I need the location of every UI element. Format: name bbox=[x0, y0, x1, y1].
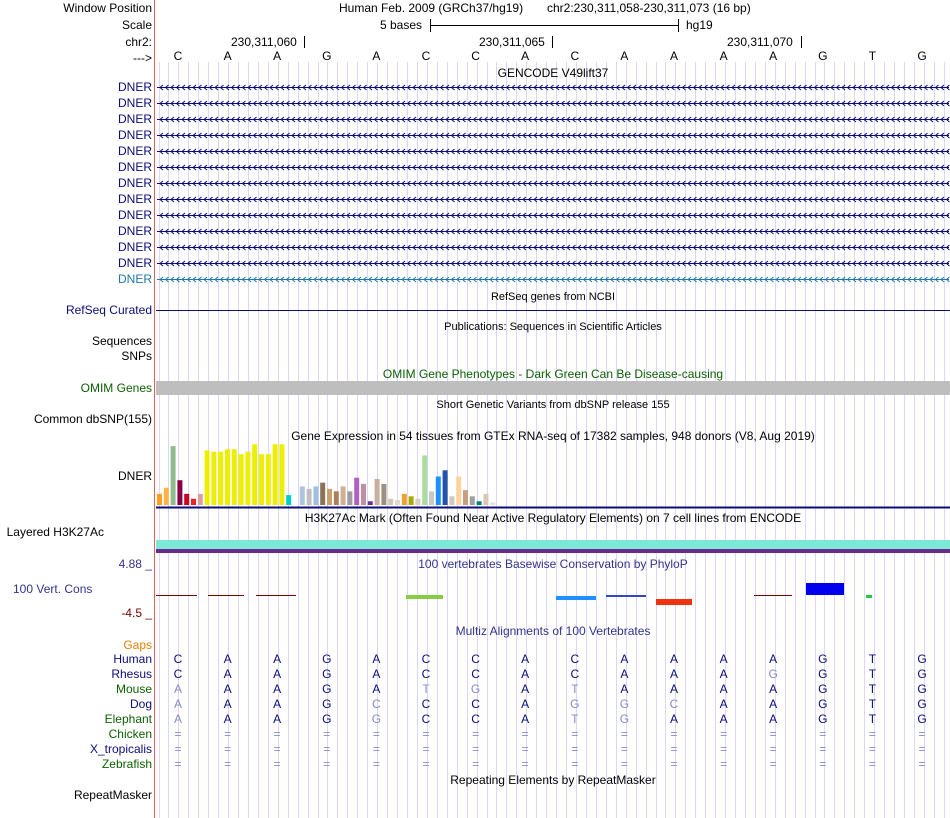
alignment-base: A bbox=[273, 682, 282, 696]
alignment-base: = bbox=[372, 757, 380, 771]
gtex-tissue-bar[interactable] bbox=[388, 499, 393, 505]
alignment-base: A bbox=[223, 697, 232, 711]
alignment-base: G bbox=[818, 652, 828, 666]
species-label[interactable]: X_tropicalis bbox=[89, 742, 152, 756]
omim-track-title: OMIM Gene Phenotypes - Dark Green Can Be Disease-causing bbox=[382, 367, 724, 381]
alignment-base: A bbox=[719, 652, 728, 666]
species-label[interactable]: Chicken bbox=[108, 727, 152, 741]
gtex-tissue-bar[interactable] bbox=[218, 452, 223, 505]
repeatmasker-track-title: Repeating Elements by RepeatMasker bbox=[450, 773, 656, 787]
coord-tick: 230,311,065 bbox=[479, 35, 545, 49]
base-letter: A bbox=[719, 49, 728, 63]
alignment-base: = bbox=[372, 727, 380, 741]
alignment-base: T bbox=[868, 712, 877, 726]
gencode-transcript-label[interactable]: DNER bbox=[117, 112, 152, 126]
alignment-base: C bbox=[570, 667, 580, 681]
alignment-base: A bbox=[273, 667, 282, 681]
alignment-base: A bbox=[273, 697, 282, 711]
gtex-tissue-bar[interactable] bbox=[402, 494, 407, 505]
alignment-base: = bbox=[521, 757, 529, 771]
alignment-base: G bbox=[322, 652, 332, 666]
gtex-tissue-bar[interactable] bbox=[259, 454, 264, 505]
base-letter: C bbox=[421, 49, 431, 63]
gencode-transcript[interactable] bbox=[157, 85, 950, 90]
gtex-track-label[interactable]: DNER bbox=[117, 469, 152, 483]
gtex-tissue-bar[interactable] bbox=[327, 489, 332, 505]
alignment-base: G bbox=[371, 712, 382, 726]
alignment-base: = bbox=[819, 727, 827, 741]
species-label[interactable]: Zebrafish bbox=[101, 757, 152, 771]
gencode-transcript-label[interactable]: DNER bbox=[117, 128, 152, 142]
alignment-base: A bbox=[173, 682, 182, 696]
gtex-track-title: Gene Expression in 54 tissues from GTEx RNA-seq of 17382 samples, 948 donors (V8, Aug 2019) bbox=[291, 429, 815, 443]
alignment-base: = bbox=[323, 727, 331, 741]
phylop-track-title: 100 vertebrates Basewise Conservation by PhyloP bbox=[418, 557, 688, 571]
base-letter: C bbox=[173, 49, 183, 63]
alignment-base: = bbox=[273, 757, 281, 771]
gtex-tissue-bar[interactable] bbox=[286, 495, 291, 505]
alignment-base: G bbox=[917, 652, 927, 666]
gtex-tissue-bar[interactable] bbox=[436, 476, 441, 505]
gencode-transcript[interactable] bbox=[157, 197, 950, 202]
alignment-base: C bbox=[669, 697, 679, 711]
gtex-tissue-bar[interactable] bbox=[375, 479, 380, 505]
alignment-base: = bbox=[918, 727, 926, 741]
alignment-base: = bbox=[521, 727, 529, 741]
alignment-base: T bbox=[868, 652, 877, 666]
alignment-base: A bbox=[669, 652, 678, 666]
refseq-gene-line[interactable] bbox=[156, 309, 950, 312]
species-label[interactable]: Elephant bbox=[104, 712, 152, 726]
gtex-tissue-bar[interactable] bbox=[456, 476, 461, 505]
alignment-base: = bbox=[620, 727, 628, 741]
alignment-base: A bbox=[372, 652, 381, 666]
gtex-tissue-bar[interactable] bbox=[443, 470, 448, 505]
gtex-tissue-bar[interactable] bbox=[300, 486, 305, 505]
alignment-base: A bbox=[173, 712, 182, 726]
gencode-transcript[interactable] bbox=[157, 213, 950, 218]
gtex-tissue-bar[interactable] bbox=[463, 490, 468, 505]
alignment-base: G bbox=[619, 697, 630, 711]
phylop-conserved-block bbox=[656, 599, 692, 605]
alignment-base: C bbox=[173, 667, 183, 681]
gtex-tissue-bar[interactable] bbox=[490, 503, 495, 505]
alignment-base: A bbox=[769, 652, 778, 666]
alignment-base: A bbox=[223, 682, 232, 696]
alignment-base: = bbox=[273, 727, 281, 741]
phylop-max-label: 4.88 _ bbox=[118, 557, 152, 571]
h3k27ac-track-label[interactable]: Layered H3K27Ac bbox=[6, 525, 104, 539]
alignment-base: = bbox=[670, 757, 678, 771]
gtex-tissue-bar[interactable] bbox=[483, 494, 488, 505]
h3k27ac-signal-bottom[interactable] bbox=[156, 549, 950, 553]
alignment-base: = bbox=[868, 727, 876, 741]
gtex-tissue-bar[interactable] bbox=[279, 444, 284, 505]
gencode-transcript-label[interactable]: DNER bbox=[117, 208, 152, 222]
alignment-base: C bbox=[471, 652, 480, 666]
alignment-base: A bbox=[521, 682, 530, 696]
alignment-base: G bbox=[818, 667, 828, 681]
gencode-transcript[interactable] bbox=[157, 165, 950, 170]
alignment-base: T bbox=[571, 682, 579, 696]
gtex-tissue-bar[interactable] bbox=[211, 452, 216, 505]
repeatmasker-track-label[interactable]: RepeatMasker bbox=[73, 788, 152, 802]
alignment-base: = bbox=[720, 742, 728, 756]
alignment-base: = bbox=[521, 742, 529, 756]
alignment-base: A bbox=[372, 667, 381, 681]
phylop-conserved-block bbox=[866, 595, 872, 598]
alignment-base: A bbox=[521, 667, 530, 681]
base-letter: C bbox=[570, 49, 580, 63]
alignment-base: = bbox=[472, 742, 480, 756]
alignment-base: A bbox=[669, 682, 678, 696]
alignment-base: G bbox=[818, 697, 828, 711]
gtex-tissue-bar[interactable] bbox=[177, 480, 182, 505]
alignment-base: A bbox=[273, 652, 282, 666]
species-label[interactable]: Human bbox=[113, 652, 152, 666]
gencode-transcript[interactable] bbox=[157, 117, 950, 122]
gencode-transcript-label[interactable]: DNER bbox=[117, 192, 152, 206]
base-letter: G bbox=[818, 49, 828, 63]
species-label[interactable]: Dog bbox=[129, 697, 152, 711]
alignment-base: = bbox=[372, 742, 380, 756]
gencode-transcript[interactable] bbox=[157, 277, 950, 282]
alignment-base: G bbox=[917, 712, 927, 726]
refseq-track-title: RefSeq genes from NCBI bbox=[490, 291, 616, 303]
strand-arrow-label: ---> bbox=[133, 51, 152, 65]
alignment-base: = bbox=[174, 727, 182, 741]
coord-tick: 230,311,060 bbox=[231, 35, 297, 49]
gtex-tissue-bar[interactable] bbox=[320, 483, 325, 505]
gencode-transcript-label[interactable]: DNER bbox=[117, 240, 152, 254]
gtex-tissue-bar[interactable] bbox=[381, 484, 386, 505]
alignment-base: = bbox=[819, 757, 827, 771]
alignment-base: = bbox=[769, 757, 777, 771]
alignment-base: G bbox=[818, 682, 828, 696]
gtex-tissue-bar[interactable] bbox=[157, 494, 162, 505]
gtex-tissue-bar[interactable] bbox=[307, 489, 312, 505]
alignment-base: G bbox=[322, 667, 332, 681]
alignment-base: A bbox=[769, 712, 778, 726]
chrom-label: chr2: bbox=[125, 35, 152, 49]
gaps-label: Gaps bbox=[123, 638, 152, 652]
gtex-tissue-bar[interactable] bbox=[347, 491, 352, 505]
alignment-base: = bbox=[620, 742, 628, 756]
alignment-base: G bbox=[917, 682, 927, 696]
alignment-base: = bbox=[472, 727, 480, 741]
gtex-tissue-bar[interactable] bbox=[191, 499, 196, 505]
alignment-base: A bbox=[669, 667, 678, 681]
alignment-base: A bbox=[669, 712, 678, 726]
alignment-base: C bbox=[471, 697, 480, 711]
phylop-conserved-block bbox=[806, 583, 844, 595]
gtex-tissue-bar[interactable] bbox=[225, 449, 230, 505]
alignment-base: = bbox=[224, 757, 232, 771]
alignment-base: T bbox=[868, 697, 877, 711]
alignment-base: = bbox=[174, 757, 182, 771]
gtex-tissue-bar[interactable] bbox=[205, 450, 210, 505]
alignment-base: = bbox=[174, 742, 182, 756]
gencode-transcript-label[interactable]: DNER bbox=[117, 96, 152, 110]
alignment-base: C bbox=[570, 652, 580, 666]
alignment-base: A bbox=[223, 667, 232, 681]
alignment-base: = bbox=[273, 742, 281, 756]
alignment-base: T bbox=[868, 682, 877, 696]
gtex-tissue-bar[interactable] bbox=[415, 499, 420, 505]
alignment-base: = bbox=[422, 757, 430, 771]
phylop-wiggle[interactable] bbox=[156, 578, 950, 608]
species-label[interactable]: Mouse bbox=[115, 682, 152, 696]
alignment-base: A bbox=[521, 652, 530, 666]
alignment-base: G bbox=[917, 667, 927, 681]
gtex-tissue-bar[interactable] bbox=[422, 455, 427, 505]
alignment-base: C bbox=[421, 652, 431, 666]
assembly-name: Human Feb. 2009 (GRCh37/hg19) bbox=[339, 1, 524, 15]
alignment-base: = bbox=[422, 727, 430, 741]
alignment-base: G bbox=[322, 712, 332, 726]
base-letter: A bbox=[521, 49, 530, 63]
alignment-base: C bbox=[421, 667, 431, 681]
gencode-transcript-label[interactable]: DNER bbox=[117, 224, 152, 238]
base-letter: G bbox=[917, 49, 927, 63]
gencode-transcript-label[interactable]: DNER bbox=[117, 256, 152, 270]
gencode-transcripts[interactable] bbox=[0, 0, 950, 290]
gtex-tissue-bar[interactable] bbox=[429, 491, 434, 505]
alignment-base: A bbox=[372, 682, 381, 696]
alignment-base: T bbox=[571, 712, 579, 726]
alignment-base: G bbox=[917, 697, 927, 711]
window-position[interactable]: chr2:230,311,058-230,311,073 (16 bp) bbox=[547, 1, 751, 15]
gtex-bar-chart[interactable] bbox=[156, 443, 950, 509]
gtex-tissue-bar[interactable] bbox=[273, 444, 278, 505]
gtex-tissue-bar[interactable] bbox=[341, 486, 346, 505]
alignment-base: = bbox=[868, 757, 876, 771]
alignment-base: = bbox=[720, 727, 728, 741]
alignment-base: A bbox=[273, 712, 282, 726]
alignment-base: = bbox=[720, 757, 728, 771]
alignment-base: = bbox=[769, 742, 777, 756]
gtex-tissue-bar[interactable] bbox=[293, 503, 298, 505]
gencode-transcript[interactable] bbox=[157, 245, 950, 250]
gtex-tissue-bar[interactable] bbox=[449, 496, 454, 505]
alignment-base: T bbox=[422, 682, 430, 696]
alignment-base: A bbox=[173, 697, 182, 711]
gtex-tissue-bar[interactable] bbox=[409, 496, 414, 505]
alignment-base: = bbox=[670, 727, 678, 741]
alignment-base: G bbox=[322, 682, 332, 696]
base-letter: A bbox=[769, 49, 778, 63]
alignment-base: A bbox=[620, 667, 629, 681]
base-letter: C bbox=[471, 49, 480, 63]
alignment-base: A bbox=[769, 697, 778, 711]
alignment-base: G bbox=[818, 712, 828, 726]
alignment-base: A bbox=[223, 712, 232, 726]
base-letter: A bbox=[620, 49, 629, 63]
alignment-base: A bbox=[521, 697, 530, 711]
gencode-transcript[interactable] bbox=[157, 101, 950, 106]
gencode-transcript-label[interactable]: DNER bbox=[117, 272, 152, 286]
alignment-base: A bbox=[719, 712, 728, 726]
h3k27ac-track-title: H3K27Ac Mark (Often Found Near Active Regulatory Elements) on 7 cell lines from ENCODE bbox=[304, 511, 802, 525]
alignment-base: = bbox=[422, 742, 430, 756]
dbsnp-track-title: Short Genetic Variants from dbSNP release 155 bbox=[436, 399, 670, 411]
alignment-base: = bbox=[918, 757, 926, 771]
gtex-tissue-bar[interactable] bbox=[245, 452, 250, 505]
gtex-tissue-bar[interactable] bbox=[313, 486, 318, 505]
scale-label: Scale bbox=[121, 18, 152, 32]
alignment-base: C bbox=[421, 697, 431, 711]
gencode-transcript[interactable] bbox=[157, 181, 950, 186]
alignment-base: = bbox=[819, 742, 827, 756]
dbsnp-track-label[interactable]: Common dbSNP(155) bbox=[33, 412, 152, 426]
refseq-track-label[interactable]: RefSeq Curated bbox=[65, 303, 152, 317]
alignment-base: C bbox=[372, 697, 381, 711]
gencode-track-title: GENCODE V49lift37 bbox=[497, 66, 609, 80]
phylop-track-label[interactable]: 100 Vert. Cons bbox=[13, 582, 93, 596]
gtex-tissue-bar[interactable] bbox=[334, 491, 339, 505]
alignment-base: T bbox=[868, 667, 877, 681]
gtex-tissue-bar[interactable] bbox=[171, 446, 176, 505]
alignment-base: G bbox=[619, 712, 630, 726]
alignment-base: C bbox=[173, 652, 183, 666]
gtex-tissue-bar[interactable] bbox=[198, 494, 203, 505]
base-letter: T bbox=[868, 49, 877, 63]
alignment-base: = bbox=[224, 742, 232, 756]
base-letter: A bbox=[273, 49, 282, 63]
gencode-transcript[interactable] bbox=[157, 229, 950, 234]
alignment-base: A bbox=[719, 667, 728, 681]
species-label[interactable]: Rhesus bbox=[111, 667, 152, 681]
alignment-base: = bbox=[571, 757, 579, 771]
alignment-base: C bbox=[471, 712, 480, 726]
h3k27ac-signal-top[interactable] bbox=[156, 540, 950, 549]
alignment-base: = bbox=[918, 742, 926, 756]
alignment-base: = bbox=[323, 742, 331, 756]
alignment-base: = bbox=[323, 757, 331, 771]
gtex-tissue-bar[interactable] bbox=[232, 449, 237, 505]
base-letter: G bbox=[322, 49, 332, 63]
gencode-transcript-label[interactable]: DNER bbox=[117, 160, 152, 174]
base-letter: A bbox=[223, 49, 232, 63]
gencode-transcript[interactable] bbox=[157, 261, 950, 266]
alignment-base: = bbox=[670, 742, 678, 756]
alignment-base: G bbox=[570, 697, 580, 711]
gtex-tissue-bar[interactable] bbox=[239, 454, 244, 505]
gtex-tissue-bar[interactable] bbox=[361, 484, 366, 505]
omim-gene-bar[interactable] bbox=[156, 381, 950, 395]
alignment-base: G bbox=[768, 667, 778, 681]
phylop-conserved-block bbox=[606, 595, 646, 597]
gencode-transcript-label[interactable]: DNER bbox=[117, 144, 152, 158]
publications-track-title: Publications: Sequences in Scientific Articles bbox=[444, 321, 662, 333]
phylop-conserved-block bbox=[556, 596, 596, 600]
gencode-transcript[interactable] bbox=[157, 149, 950, 154]
alignment-base: G bbox=[322, 697, 332, 711]
alignment-base: A bbox=[521, 712, 530, 726]
coord-tick: 230,311,070 bbox=[727, 35, 793, 49]
alignment-base: = bbox=[868, 742, 876, 756]
omim-track-label[interactable]: OMIM Genes bbox=[80, 381, 152, 395]
gtex-tissue-bar[interactable] bbox=[164, 488, 169, 505]
gtex-tissue-bar[interactable] bbox=[477, 501, 482, 505]
alignment-base: = bbox=[769, 727, 777, 741]
scale-text: 5 bases bbox=[380, 18, 423, 32]
phylop-conserved-block bbox=[406, 595, 443, 599]
gencode-transcript[interactable] bbox=[157, 133, 950, 138]
snps-track-label[interactable]: SNPs bbox=[121, 349, 152, 363]
gtex-tissue-bar[interactable] bbox=[354, 478, 359, 505]
gencode-transcript-label[interactable]: DNER bbox=[117, 176, 152, 190]
alignment-base: A bbox=[620, 682, 629, 696]
gencode-transcript-label[interactable]: DNER bbox=[117, 80, 152, 94]
alignment-base: A bbox=[620, 652, 629, 666]
gtex-tissue-bar[interactable] bbox=[266, 454, 271, 505]
alignment-base: = bbox=[571, 742, 579, 756]
gtex-tissue-bar[interactable] bbox=[252, 444, 257, 505]
alignment-base: G bbox=[470, 682, 481, 696]
gtex-tissue-bar[interactable] bbox=[395, 500, 400, 505]
db-name: hg19 bbox=[686, 18, 713, 32]
sequences-track-label[interactable]: Sequences bbox=[91, 334, 152, 348]
multiz-track-title: Multiz Alignments of 100 Vertebrates bbox=[455, 624, 651, 638]
phylop-min-label: -4.5 _ bbox=[121, 606, 152, 620]
alignment-base: A bbox=[719, 697, 728, 711]
alignment-base: = bbox=[224, 727, 232, 741]
alignment-base: = bbox=[472, 757, 480, 771]
alignment-base: = bbox=[571, 727, 579, 741]
alignment-base: A bbox=[223, 652, 232, 666]
window-position-label: Window Position bbox=[63, 1, 152, 15]
gtex-tissue-bar[interactable] bbox=[368, 501, 373, 505]
base-letter: A bbox=[669, 49, 678, 63]
gtex-tissue-bar[interactable] bbox=[470, 496, 475, 505]
base-letter: A bbox=[372, 49, 381, 63]
alignment-base: = bbox=[620, 757, 628, 771]
alignment-base: A bbox=[769, 682, 778, 696]
alignment-base: A bbox=[719, 682, 728, 696]
gtex-tissue-bar[interactable] bbox=[184, 494, 189, 505]
alignment-base: C bbox=[471, 667, 480, 681]
alignment-base: C bbox=[421, 712, 431, 726]
